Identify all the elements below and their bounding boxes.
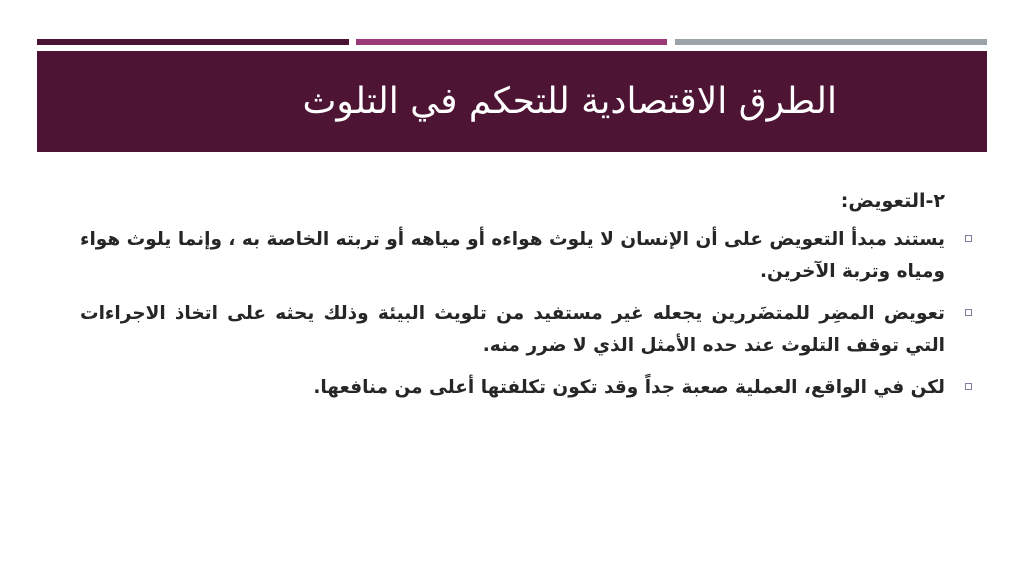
- bullet-item: [80, 298, 980, 362]
- bullet-item: [80, 372, 980, 404]
- title-bar: [37, 51, 987, 152]
- bullet-text: يستند مبدأ التعويض على أن الإنسان لا يلوث هواءه أو مياهه أو تربته الخاصة به ، وإنما يلوث هواء ومياه وتربة الآخرين.: [80, 229, 945, 282]
- bullet-text: لكن في الواقع، العملية صعبة جداً وقد تكون تكلفتها أعلى من منافعها.: [313, 377, 945, 398]
- slide-title: الطرق الاقتصادية للتحكم في التلوث: [302, 81, 837, 122]
- square-bullet-icon: [965, 309, 972, 316]
- square-bullet-icon: [965, 235, 972, 242]
- section-subheading: ٢-التعويض:: [840, 190, 945, 212]
- square-bullet-icon: [965, 383, 972, 390]
- top-stripe-gray: [675, 39, 987, 45]
- bullet-text: تعويض المضِر للمتضَررين يجعله غير مستفيد من تلويث البيئة وذلك يحثه على اتخاذ الاجراءات التي توقف التلوث عند حده الأمثل الذي لا ضرر منه.: [80, 303, 945, 356]
- bullet-item: [80, 224, 980, 288]
- slide-content: [80, 186, 980, 414]
- bullet-list: [80, 224, 980, 404]
- top-stripe-dark: [37, 39, 349, 45]
- top-stripe-magenta: [356, 39, 667, 45]
